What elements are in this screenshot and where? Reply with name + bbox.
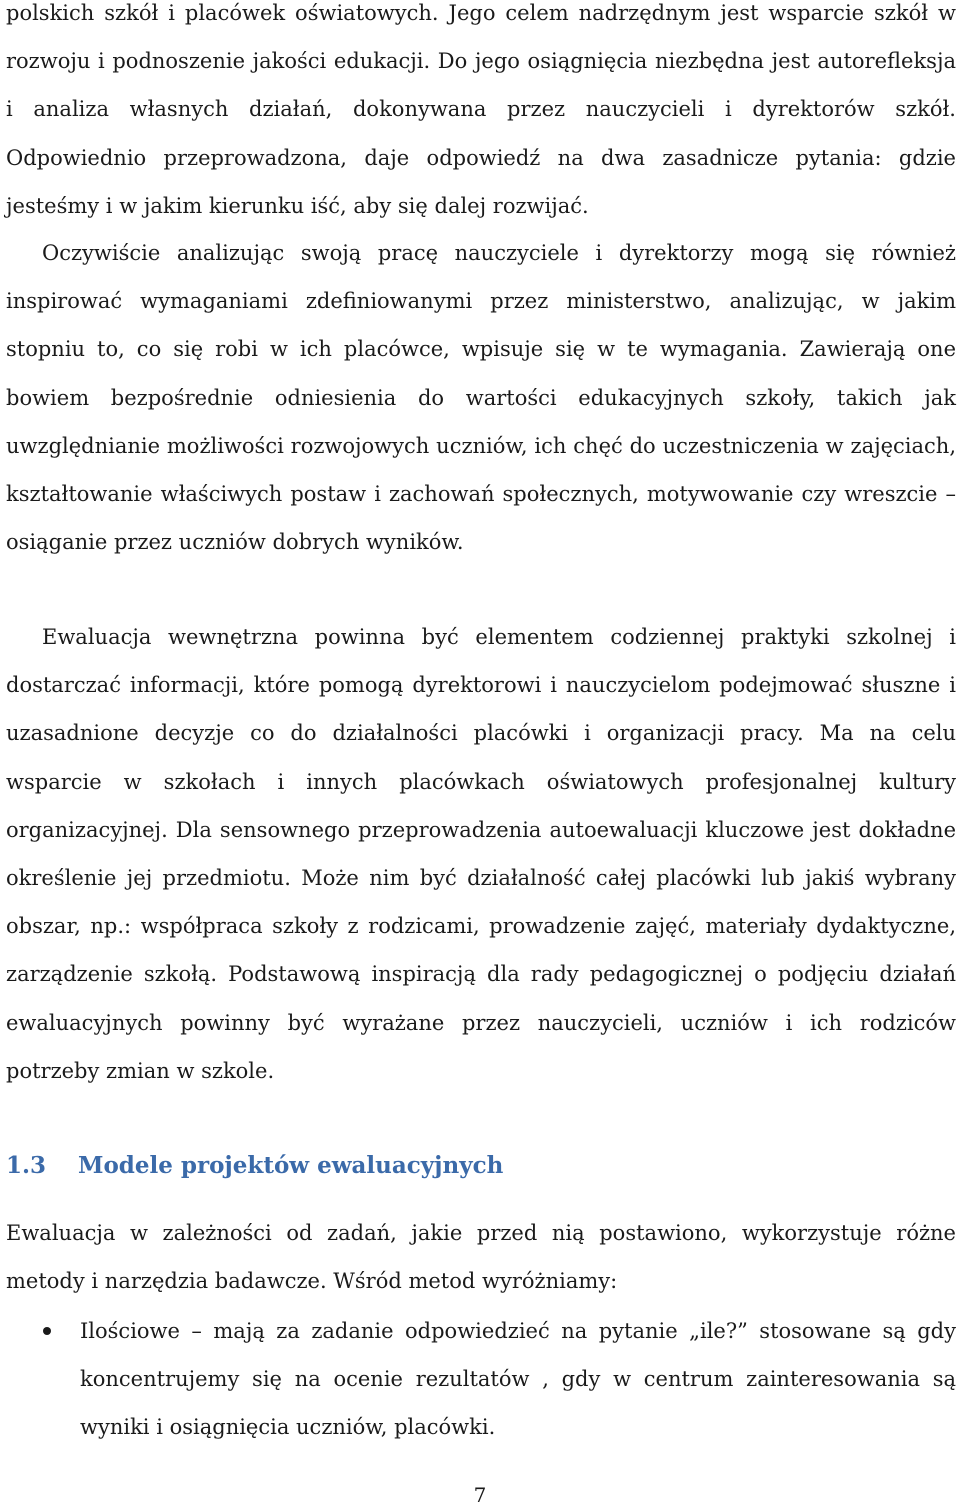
page-number: 7: [473, 1483, 487, 1507]
paragraph-internal-evaluation: Ewaluacja wewnętrzna powinna być elementem codziennej praktyki szkolnej i dostarczać informacji, które pomogą dyrektorowi i nauczycielom podejmować słuszne i uzasadnione decyzje co do działalności placówki i organizacji pracy. Ma na celu wsparcie w szkołach i innych placówkach oświatowych profesjonalnej kultury organizacyjnej. Dla sensownego przeprowadzenia autoewaluacji kluczowe jest dokładne określenie jej przedmiotu. Może nim być działalność całej placówki lub jakiś wybrany obszar, np.: współpraca szkoły z rodzicami, prowadzenie zajęć, materiały dydaktyczne, zarządzenie szkołą. Podstawową inspiracją dla rady pedagogicznej o podjęciu działań ewaluacyjnych powinny być wyrażane przez nauczycieli, uczniów i ich rodziców potrzeby zmian w szkole.: [6, 625, 956, 1083]
list-item-text: Ilościowe – mają za zadanie odpowiedzieć na pytanie „ile?” stosowane są gdy koncentrujemy się na ocenie rezultatów , gdy w centrum zainteresowania są wyniki i osiągnięcia uczniów, placówki.: [80, 1319, 956, 1440]
paragraph-analysis: Oczywiście analizując swoją pracę nauczyciele i dyrektorzy mogą się również inspirować wymaganiami zdefiniowanymi przez ministerstwo, analizując, w jakim stopniu to, co się robi w ich placówce, wpisuje się w te wymagania. Zawierają one bowiem bezpośrednie odniesienia do wartości edukacyjnych szkoły, takich jak uwzględnianie możliwości rozwojowych uczniów, ich chęć do uczestniczenia w zajęciach, kształtowanie właściwych postaw i zachowań społecznych, motywowanie czy wreszcie – osiąganie przez uczniów dobrych wyników.: [6, 241, 956, 555]
paragraph-continuation: polskich szkół i placówek oświatowych. Jego celem nadrzędnym jest wsparcie szkół w rozwoju i podnoszenie jakości edukacji. Do jego osiągnięcia niezbędna jest autorefleksja i analiza własnych działań, dokonywana przez nauczycieli i dyrektorów szkół. Odpowiednio przeprowadzona, daje odpowiedź na dwa zasadnicze pytania: gdzie jesteśmy i w jakim kierunku iść, aby się dalej rozwijać.: [6, 1, 956, 218]
section-intro: Ewaluacja w zależności od zadań, jakie przed nią postawiono, wykorzystuje różne metody i narzędzia badawcze. Wśród metod wyróżniamy:: [6, 1221, 956, 1294]
section-title: Modele projektów ewaluacyjnych: [78, 1152, 504, 1179]
bullet-icon: [43, 1327, 51, 1335]
list-item: [6, 1307, 956, 1452]
methods-list: [6, 1307, 956, 1452]
section-number: 1.3: [6, 1152, 47, 1179]
section-heading: [6, 1146, 503, 1186]
